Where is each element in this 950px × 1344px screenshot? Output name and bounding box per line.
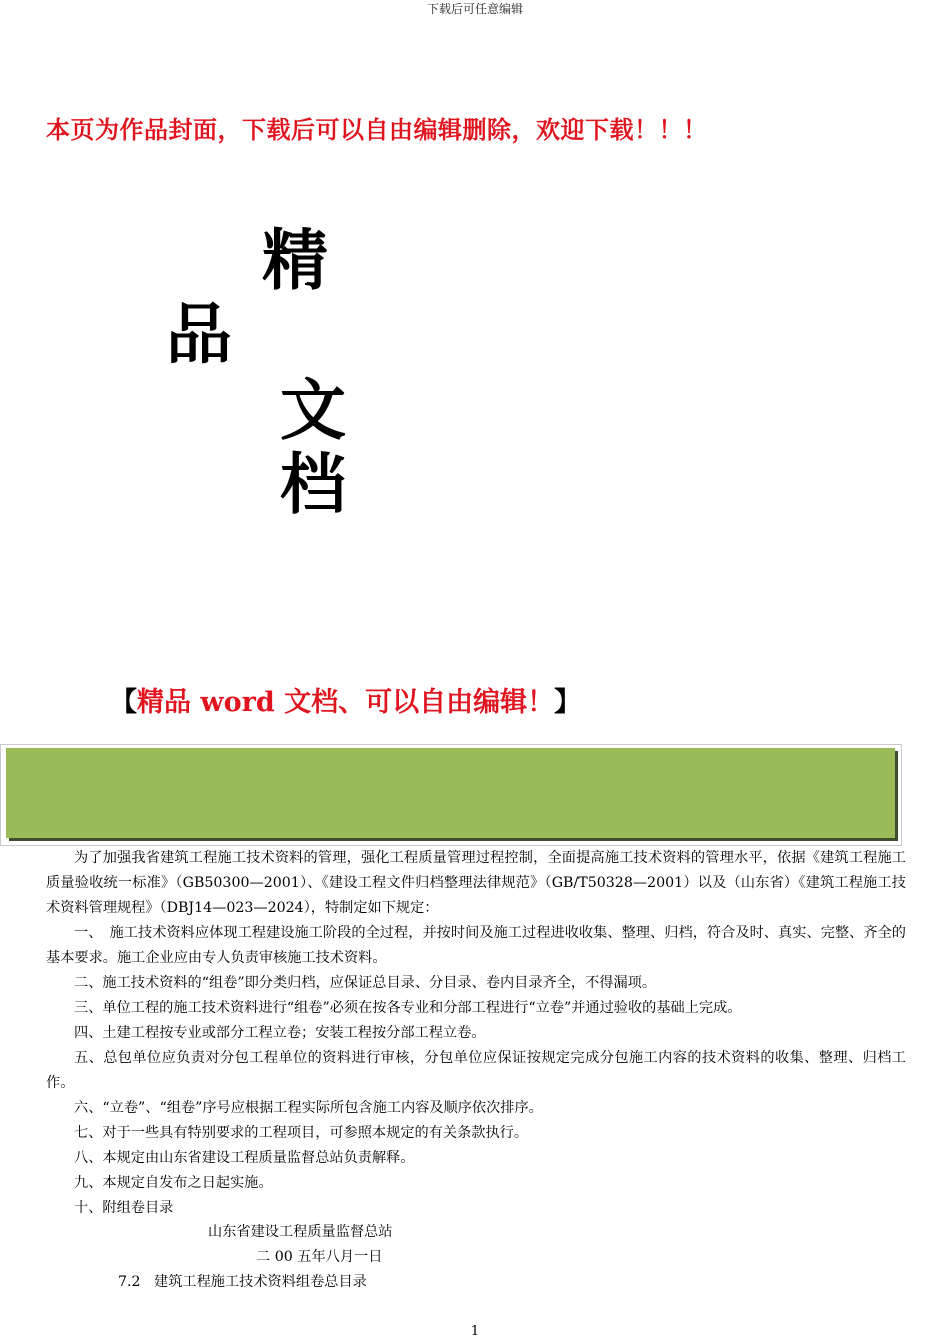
- paragraph-7: 七、对于一些具有特别要求的工程项目，可参照本规定的有关条款执行。: [74, 1125, 529, 1141]
- title-char-4: 档: [280, 446, 346, 523]
- title-char-2: 品: [166, 296, 232, 373]
- toc-entry: [118, 1271, 367, 1291]
- paragraph-9: 九、本规定自发布之日起实施。: [74, 1175, 273, 1191]
- title-char-3: 文: [280, 372, 346, 449]
- signature-org: 山东省建设工程质量监督总站: [208, 1224, 393, 1240]
- paragraph-6: 六、“立卷”、“组卷”序号应根据工程实际所包含施工内容及顺序依次排序。: [74, 1100, 543, 1116]
- cover-notice: 本页为作品封面，下载后可以自由编辑删除，欢迎下载！！！: [46, 115, 708, 144]
- paragraph-10: 十、附组卷目录: [74, 1200, 174, 1216]
- paragraph-8: 八、本规定由山东省建设工程质量监督总站负责解释。: [74, 1150, 415, 1166]
- paragraph-5: 五、总包单位应负责对分包工程单位的资料进行审核，分包单位应保证按规定完成分包施工内容的技术资料的收集、整理、归档工作。: [46, 1050, 906, 1091]
- regulation-body: [46, 846, 906, 1221]
- page-header: 下载后可任意编辑: [426, 2, 523, 16]
- title-char-1: 精: [262, 222, 328, 299]
- page-number: 1: [470, 1324, 480, 1339]
- banner-text: 精品 word 文档、可以自由编辑！: [137, 687, 555, 718]
- editable-banner: [110, 680, 581, 719]
- signature-date: 二 00 五年八月一日: [256, 1249, 383, 1265]
- banner-close-bracket: 】: [554, 687, 582, 718]
- toc-title: 建筑工程施工技术资料组卷总目录: [154, 1274, 367, 1290]
- green-box: [6, 748, 895, 838]
- paragraph-1: 一、 施工技术资料应体现工程建设施工阶段的全过程，并按时间及施工过程进收收集、整理、归档，符合及时、真实、完整、齐全的基本要求。施工企业应由专人负责审核施工技术资料。: [46, 925, 906, 966]
- banner-open-bracket: 【: [110, 687, 137, 718]
- toc-number: 7.2: [118, 1274, 141, 1290]
- paragraph-2: 二、施工技术资料的“组卷”即分类归档，应保证总目录、分目录、卷内目录齐全，不得漏项。: [74, 975, 657, 991]
- paragraph-intro: 为了加强我省建筑工程施工技术资料的管理，强化工程质量管理过程控制，全面提高施工技术资料的管理水平，依据《建筑工程施工质量验收统一标准》（GB50300—2001）、《建设工程文件归档整理法律规范》（GB/T50328—2001）以及（山东省）《建筑工程施工技术资料管理规程》（DBJ14—023—2024），特制定如下规定：: [46, 850, 906, 916]
- paragraph-3: 三、单位工程的施工技术资料进行“组卷”必须在按各专业和分部工程进行“立卷”并通过验收的基础上完成。: [74, 1000, 742, 1016]
- paragraph-4: 四、土建工程按专业或部分工程立卷；安装工程按分部工程立卷。: [74, 1025, 486, 1041]
